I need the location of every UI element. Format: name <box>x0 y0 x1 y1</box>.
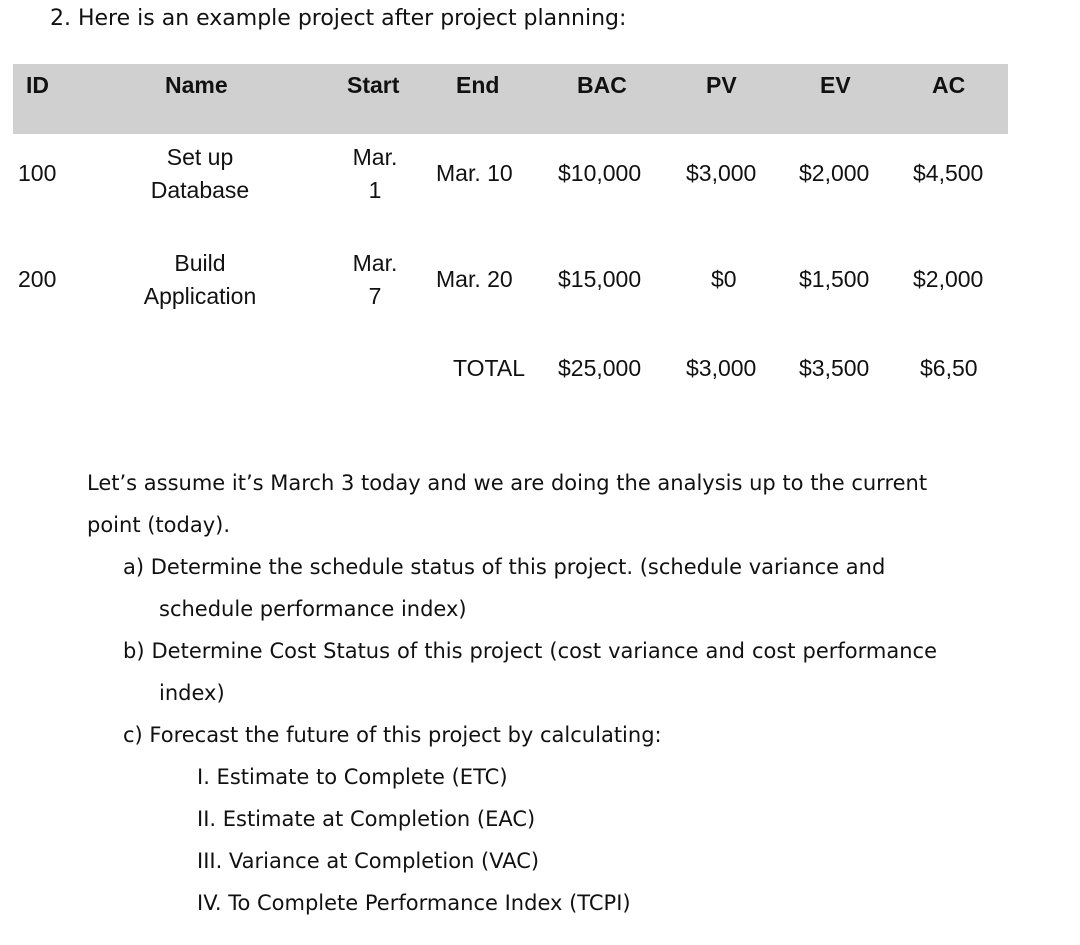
header-ac: AC <box>932 72 966 98</box>
header-bac: BAC <box>577 72 627 98</box>
row-name: Set up Database <box>150 144 250 203</box>
header-ev: EV <box>820 72 851 98</box>
question-body <box>87 462 937 924</box>
row-ev: $2,000 <box>799 160 870 186</box>
row-ac: $2,000 <box>913 266 984 292</box>
total-pv: $3,000 <box>686 355 757 381</box>
row-ac: $4,500 <box>913 160 984 186</box>
question-a: a) Determine the schedule status of this project. (schedule variance and schedule performance index) <box>123 555 886 621</box>
question-heading: 2. Here is an example project after project planning: <box>50 6 627 31</box>
question-b: b) Determine Cost Status of this project (cost variance and cost performance index) <box>123 639 937 705</box>
total-label: TOTAL <box>453 355 525 381</box>
project-table <box>0 0 1080 420</box>
total-ac: $6,50 <box>920 355 978 381</box>
total-bac: $25,000 <box>558 355 642 381</box>
header-end: End <box>456 72 500 98</box>
forecast-item-vac: III. Variance at Completion (VAC) <box>197 849 540 873</box>
row-end: Mar. 20 <box>436 266 513 292</box>
row-bac: $10,000 <box>558 160 642 186</box>
row-ev: $1,500 <box>799 266 870 292</box>
row-start: Mar. 1 <box>352 144 398 203</box>
table-header-row <box>13 64 1008 134</box>
header-id: ID <box>26 72 49 98</box>
forecast-item-tcpi: IV. To Complete Performance Index (TCPI) <box>197 891 631 915</box>
row-name: Build Application <box>143 250 257 309</box>
header-name: Name <box>165 72 228 98</box>
intro-paragraph: Let’s assume it’s March 3 today and we are doing the analysis up to the current point (today). <box>87 471 928 537</box>
header-pv: PV <box>706 72 737 98</box>
total-ev: $3,500 <box>799 355 870 381</box>
row-end: Mar. 10 <box>436 160 513 186</box>
row-pv: $0 <box>711 266 737 292</box>
forecast-item-etc: I. Estimate to Complete (ETC) <box>197 765 508 789</box>
row-bac: $15,000 <box>558 266 642 292</box>
forecast-item-eac: II. Estimate at Completion (EAC) <box>197 807 536 831</box>
header-start: Start <box>347 72 400 98</box>
row-start: Mar. 7 <box>352 250 398 309</box>
row-pv: $3,000 <box>686 160 757 186</box>
row-id: 100 <box>18 160 57 186</box>
question-c: c) Forecast the future of this project by calculating: <box>123 723 662 747</box>
row-id: 200 <box>18 266 57 292</box>
